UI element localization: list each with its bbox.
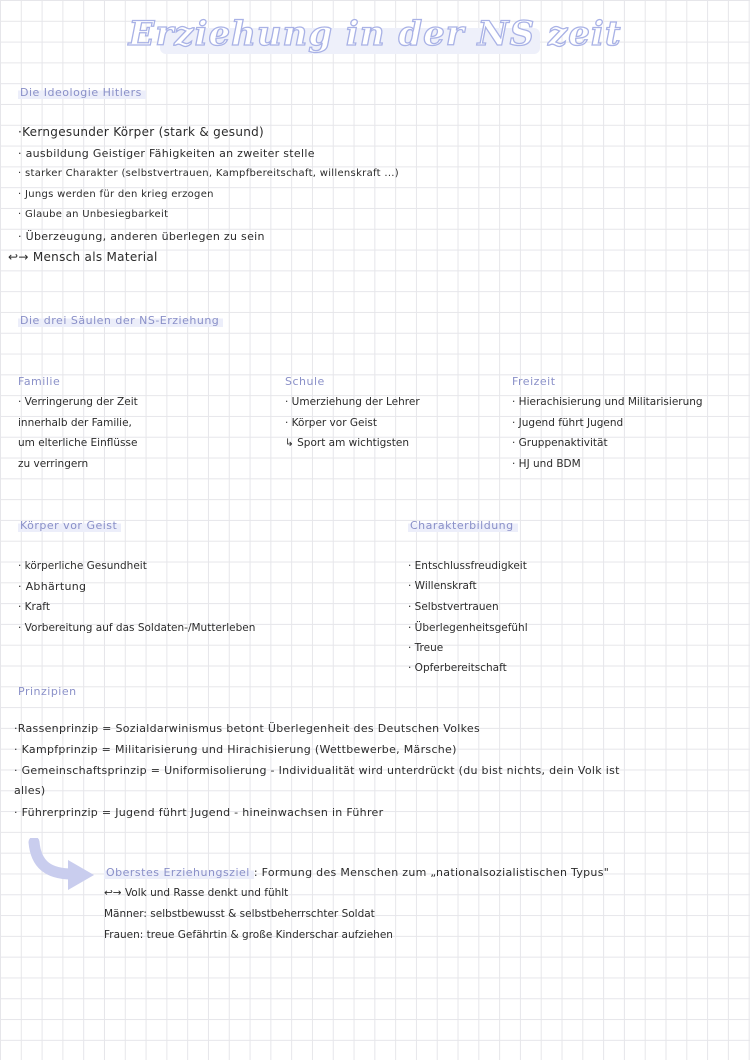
section-heading-three-pillars: Die drei Säulen der NS-Erziehung (18, 314, 223, 327)
list-item: · Umerziehung der Lehrer (285, 396, 420, 408)
list-item: innerhalb der Familie, (18, 417, 132, 429)
return-arrow-icon: ↩→ (8, 250, 29, 264)
return-arrow-icon: ↳ (285, 437, 298, 449)
section-heading-principles: Prinzipien (18, 685, 77, 698)
arrow-conclusion (8, 250, 158, 264)
list-item: · ausbildung Geistiger Fähigkeiten an zweiter stelle (18, 147, 315, 160)
list-item: Sport am wichtigsten (297, 437, 410, 449)
list-item: Frauen: treue Gefährtin & große Kinderschar aufziehen (104, 929, 393, 941)
goal-text: : Formung des Menschen zum „nationalsozialistischen Typus" (253, 866, 610, 879)
list-item: · Kampfprinzip = Militarisierung und Hirachisierung (Wettbewerbe, Märsche) (14, 743, 457, 756)
goal-detail: Volk und Rasse denkt und fühlt (124, 887, 289, 899)
list-item: ·Kerngesunder Körper (stark & gesund) (18, 125, 265, 139)
list-item: · körperliche Gesundheit (18, 560, 147, 572)
return-arrow-icon: ↩→ (104, 887, 125, 899)
list-item: · Überzeugung, anderen überlegen zu sein (18, 230, 265, 243)
list-item: · Jungs werden für den krieg erzogen (18, 189, 214, 200)
list-item: alles) (14, 784, 46, 797)
goal-line (104, 866, 609, 879)
list-item: · Jugend führt Jugend (512, 417, 624, 429)
list-item: · Opferbereitschaft (408, 662, 507, 674)
list-item: · Willenskraft (408, 580, 477, 592)
list-item: · Hierachisierung und Militarisierung (512, 396, 703, 408)
conclusion-text: Mensch als Material (32, 250, 158, 264)
list-item: · Überlegenheitsgefühl (408, 622, 528, 634)
list-item: zu verringern (18, 458, 89, 470)
section-heading-body: Körper vor Geist (18, 519, 121, 532)
section-heading-ideology: Die Ideologie Hitlers (18, 86, 146, 99)
list-item: · Führerprinzip = Jugend führt Jugend - hineinwachsen in Führer (14, 806, 384, 819)
list-item: Männer: selbstbewusst & selbstbeherrschter Soldat (104, 908, 375, 920)
arrow-item (285, 437, 409, 449)
list-item: · HJ und BDM (512, 458, 581, 470)
list-item: · Entschlussfreudigkeit (408, 560, 527, 572)
list-item: · Treue (408, 642, 444, 654)
list-item: · Glaube an Unbesiegbarkeit (18, 209, 169, 220)
column-heading-freetime: Freizeit (512, 375, 556, 388)
list-item: · Verringerung der Zeit (18, 396, 138, 408)
goal-highlight: Oberstes Erziehungsziel (104, 866, 254, 879)
list-item: um elterliche Einflüsse (18, 437, 138, 449)
section-heading-character: Charakterbildung (408, 519, 518, 532)
column-heading-school: Schule (285, 375, 325, 388)
list-item: · Körper vor Geist (285, 417, 377, 429)
list-item: · Selbstvertrauen (408, 601, 499, 613)
list-item: · Gemeinschaftsprinzip = Uniformisolierung - Individualität wird unterdrückt (du bist nichts, dein Volk ist (14, 764, 620, 777)
list-item: · starker Charakter (selbstvertrauen, Kampfbereitschaft, willenskraft ...) (18, 168, 399, 179)
column-heading-family: Familie (18, 375, 61, 388)
list-item: ·Rassenprinzip = Sozialdarwinismus betont Überlegenheit des Deutschen Volkes (14, 722, 480, 735)
list-item: · Abhärtung (18, 580, 87, 593)
list-item: · Kraft (18, 601, 50, 613)
list-item: · Gruppenaktivität (512, 437, 608, 449)
arrow-item (104, 887, 288, 899)
list-item: · Vorbereitung auf das Soldaten-/Mutterleben (18, 622, 256, 634)
page-title: Erziehung in der NS zeit (128, 14, 622, 54)
curved-arrow-icon (28, 838, 98, 893)
